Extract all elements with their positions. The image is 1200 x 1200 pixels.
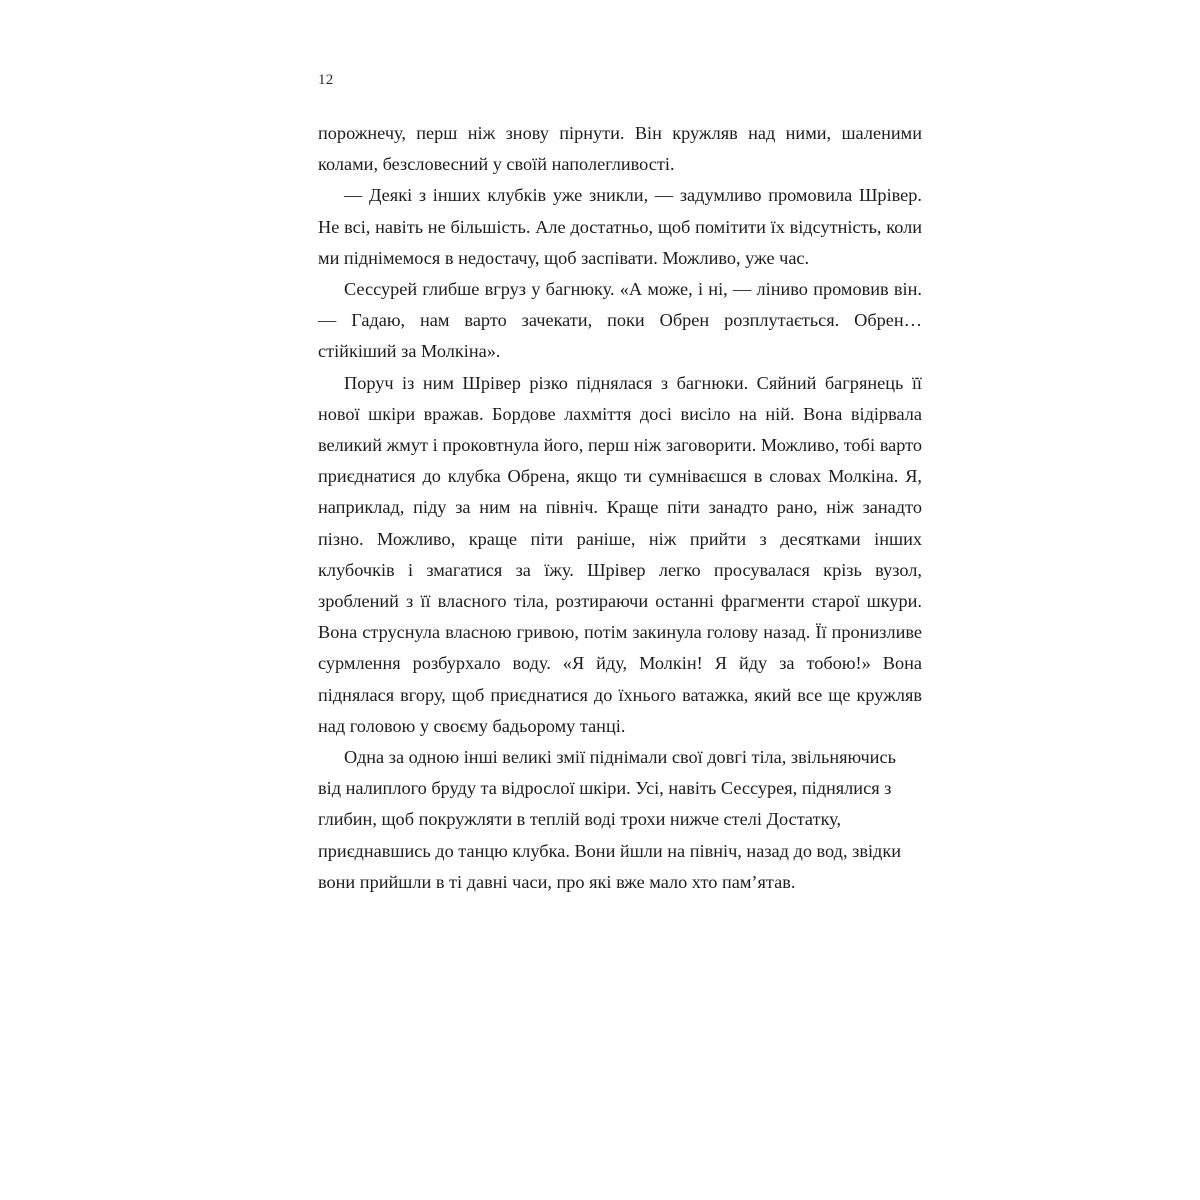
paragraph: — Деякі з інших клубків уже зникли, — задумливо промовила Шрівер. Не всі, навіть не більшість. Але достатньо, щоб помітити їх відсутність, коли ми піднімемося в недостачу, щоб заспівати. Можливо, уже час. <box>318 185 922 268</box>
paragraph: порожнечу, перш ніж знову пірнути. Він кружляв над ними, шаленими колами, безсловесний у своїй наполегливості. <box>318 123 922 175</box>
paragraph: Одна за одною інші великі змії піднімали свої довгі тіла, звільняючись від налиплого бруду та відрослої шкіри. Усі, навіть Сессурея, піднялися з глибин, щоб покружляти в теплій воді трохи нижче стелі Достатку, приєднавшись до танцю клубка. Вони йшли на північ, назад до вод, звідки вони прийшли в ті давні часи, про які вже мало хто пам’ятав. <box>318 747 902 892</box>
body-text-column <box>318 118 922 898</box>
page-number: 12 <box>318 72 334 88</box>
paragraph: Сессурей глибше вгруз у багнюку. «А може, і ні, — ліниво промовив він. — Гадаю, нам варто зачекати, поки Обрен розплутається. Обрен… стійкіший за Молкіна». <box>318 279 922 362</box>
paragraph: Поруч із ним Шрівер різко піднялася з багнюки. Сяйний багрянець її нової шкіри вражав. Бордове лахміття досі висіло на ній. Вона відірвала великий жмут і проковтнула його, перш ніж заговорити. Можливо, тобі варто приєднатися до клубка Обрена, якщо ти сумніваєшся в словах Молкіна. Я, наприклад, піду за ним на північ. Краще піти занадто рано, ніж занадто пізно. Можливо, краще піти раніше, ніж прийти з десятками інших клубочків і змагатися за їжу. Шрівер легко просувалася крізь вузол, зроблений з її власного тіла, розтираючи останні фрагменти старої шкури. Вона струснула власною гривою, потім закинула голову назад. Її пронизливе сурмлення розбурхало воду. «Я йду, Молкін! Я йду за тобою!» Вона піднялася вгору, щоб приєднатися до їхнього ватажка, який все ще кружляв над головою у своєму бадьорому танці. <box>318 372 922 736</box>
